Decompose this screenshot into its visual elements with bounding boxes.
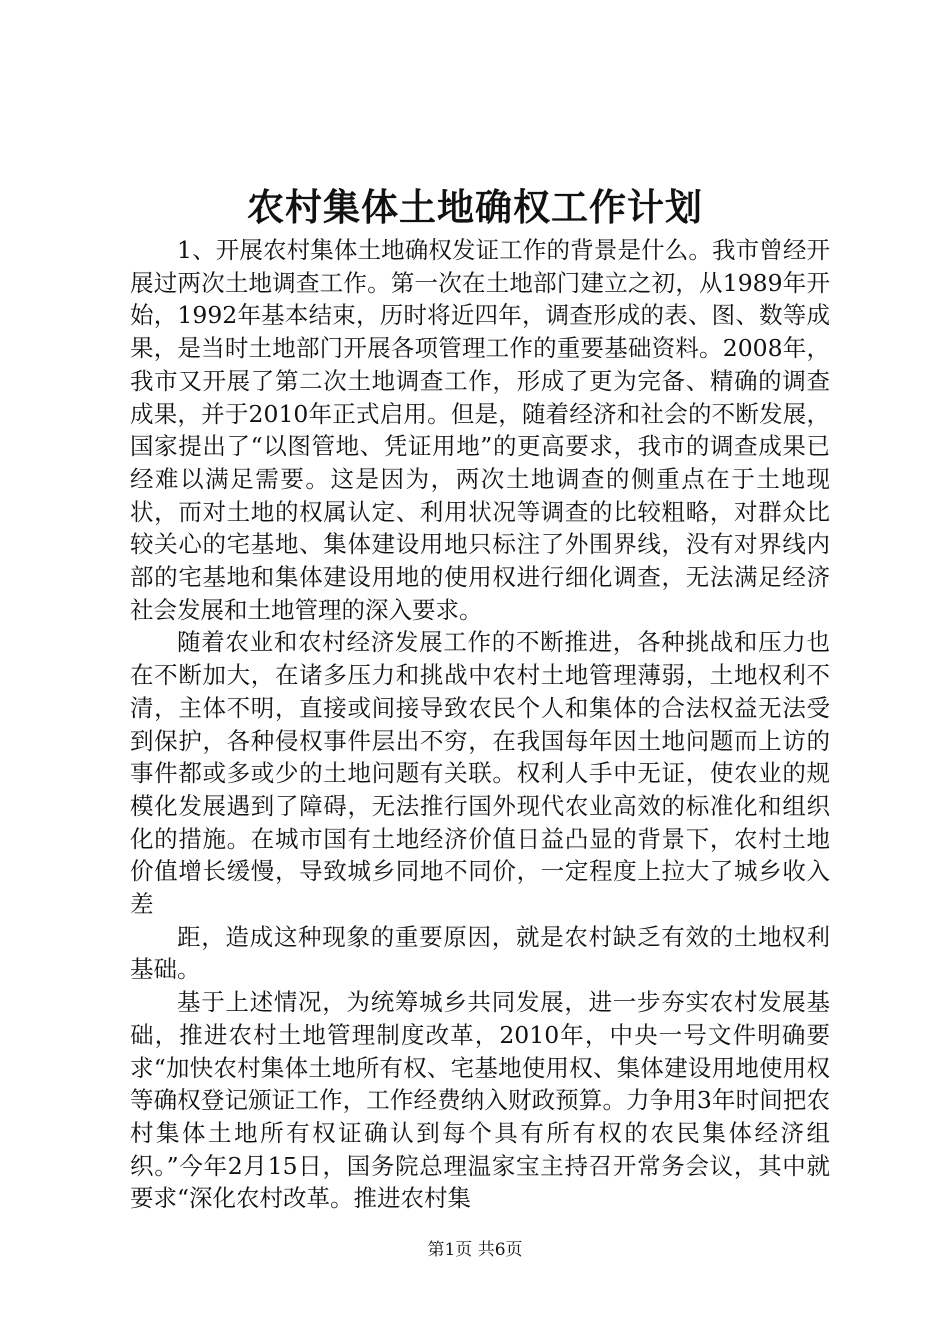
paragraph-reason: 距，造成这种现象的重要原因，就是农村缺乏有效的土地权利基础。 bbox=[130, 922, 830, 984]
paragraph-policy: 基于上述情况，为统筹城乡共同发展，进一步夯实农村发展基础，推进农村土地管理制度改革，2010年，中央一号文件明确要求“加快农村集体土地所有权、宅基地使用权、集体建设用地使用权等确权登记颁证工作，工作经费纳入财政预算。力争用3年时间把农村集体土地所有权证确认到每个具有所有权的农民集体经济组织。”今年2月15日，国务院总理温家宝主持召开常务会议，其中就要求“深化农村改革。推进农村集 bbox=[130, 988, 830, 1213]
paragraph-background: 1、开展农村集体土地确权发证工作的背景是什么。我市曾经开展过两次土地调查工作。第一次在土地部门建立之初，从1989年开始，1992年基本结束，历时将近四年，调查形成的表、图、数等成果，是当时土地部门开展各项管理工作的重要基础资料。2008年，我市又开展了第二次土地调查工作，形成了更为完备、精确的调查成果，并于2010年正式启用。但是，随着经济和社会的不断发展，国家提出了“以图管地、凭证用地”的更高要求，我市的调查成果已经难以满足需要。这是因为，两次土地调查的侧重点在于土地现状，而对土地的权属认定、利用状况等调查的比较粗略，对群众比较关心的宅基地、集体建设用地只标注了外围界线，没有对界线内部的宅基地和集体建设用地的使用权进行细化调查，无法满足经济社会发展和土地管理的深入要求。 bbox=[130, 236, 830, 624]
document-body bbox=[130, 234, 830, 1215]
paragraph-challenges: 随着农业和农村经济发展工作的不断推进，各种挑战和压力也在不断加大，在诸多压力和挑战中农村土地管理薄弱，土地权利不清，主体不明，直接或间接导致农民个人和集体的合法权益无法受到保护，各种侵权事件层出不穷，在我国每年因土地问题而上访的事件都或多或少的土地问题有关联。权利人手中无证，使农业的规模化发展遇到了障碍，无法推行国外现代农业高效的标准化和组织化的措施。在城市国有土地经济价值日益凸显的背景下，农村土地价值增长缓慢，导致城乡同地不同价，一定程度上拉大了城乡收入差 bbox=[130, 628, 830, 919]
page-number-footer: 第1页 共6页 bbox=[427, 1240, 523, 1260]
document-title: 农村集体土地确权工作计划 bbox=[247, 186, 703, 229]
